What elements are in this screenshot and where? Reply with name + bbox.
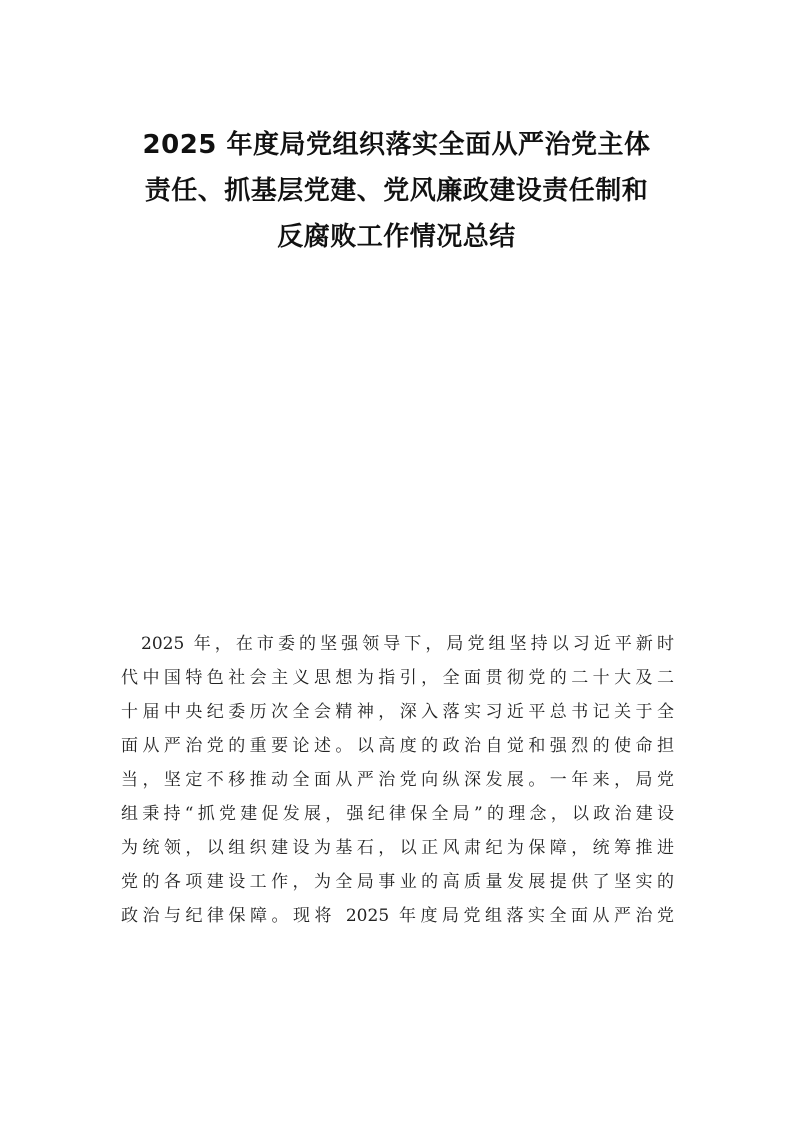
body-line: 2025 年，在市委的坚强领导下，局党组坚持以习近平新时 — [141, 634, 674, 654]
body-line: 组秉持“抓党建促发展，强纪律保全局”的理念，以政治建设 — [121, 804, 674, 824]
title-line: 反腐败工作情况总结 — [277, 222, 516, 252]
body-line: 当，坚定不移推动全面从严治党向纵深发展。一年来，局党 — [121, 770, 674, 790]
title-line: 2025 年度局党组织落实全面从严治党主体 — [142, 130, 651, 160]
title-line: 责任、抓基层党建、党风廉政建设责任制和 — [144, 176, 649, 206]
body-line: 党的各项建设工作，为全局事业的高质量发展提供了坚实的 — [121, 872, 674, 892]
document-title — [110, 122, 683, 260]
body-line: 面从严治党的重要论述。以高度的政治自觉和强烈的使命担 — [121, 736, 674, 756]
body-line: 为统领，以组织建设为基石，以正风肃纪为保障，统筹推进 — [121, 838, 674, 858]
body-line: 代中国特色社会主义思想为指引，全面贯彻党的二十大及二 — [121, 668, 674, 688]
body-line: 政治与纪律保障。现将 2025 年度局党组落实全面从严治党 — [121, 906, 674, 926]
body-line: 十届中央纪委历次全会精神，深入落实习近平总书记关于全 — [121, 702, 674, 722]
body-paragraph — [121, 627, 674, 933]
